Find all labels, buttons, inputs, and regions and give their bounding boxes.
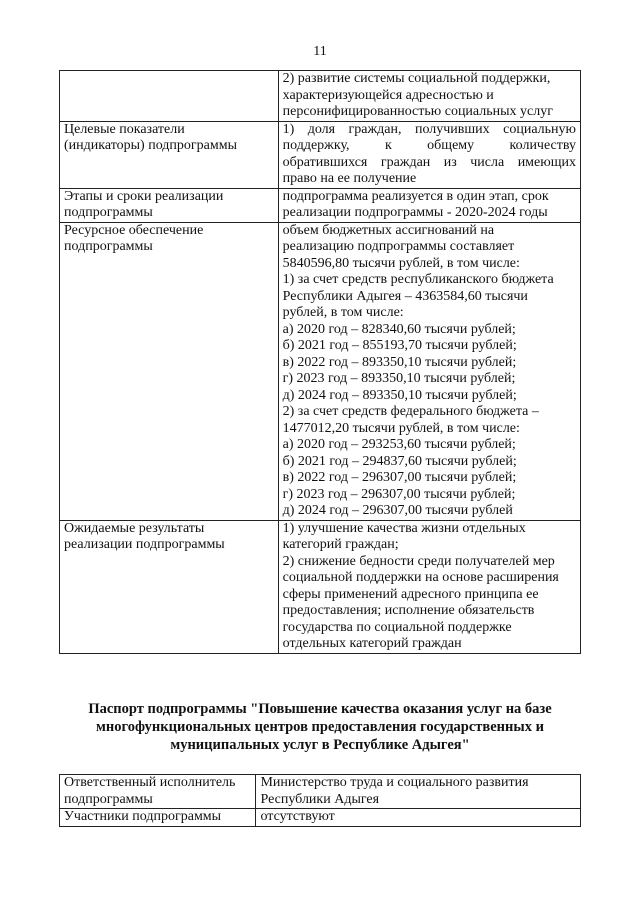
row-label bbox=[60, 222, 279, 520]
text-line: Республики Адыгея – 4363584,60 тысячи bbox=[282, 288, 528, 304]
text-line: обратившихся граждан из числа имеющих bbox=[282, 154, 576, 170]
text-line: в) 2022 год – 296307,00 тысячи рублей; bbox=[282, 470, 517, 485]
text-line: 2) развитие системы социальной поддержки, bbox=[282, 71, 551, 86]
table-row bbox=[60, 71, 581, 122]
text-line: 1) за счет средств республиканского бюджета bbox=[282, 272, 554, 287]
text-line: отдельных категорий граждан bbox=[282, 636, 462, 651]
text-line: подпрограммы bbox=[64, 205, 153, 220]
row-label bbox=[60, 188, 279, 222]
table-row bbox=[60, 520, 581, 653]
row-label bbox=[60, 520, 279, 653]
row-label bbox=[60, 121, 279, 188]
text-line: отсутствуют bbox=[260, 809, 335, 824]
mfc-subprogram-passport-table bbox=[59, 774, 581, 827]
text-line: подпрограммы bbox=[64, 239, 153, 254]
text-line: персонифицированностью социальных услуг bbox=[282, 104, 553, 119]
text-line: 5840596,80 тысячи рублей, в том числе: bbox=[282, 255, 520, 271]
text-line: д) 2024 год – 296307,00 тысячи рублей bbox=[282, 503, 513, 518]
row-value bbox=[256, 775, 581, 809]
text-line: г) 2023 год – 296307,00 тысячи рублей; bbox=[282, 486, 516, 502]
subprogram-passport-table-continued bbox=[59, 70, 581, 654]
text-line: рублей, в том числе: bbox=[282, 305, 404, 320]
title-line: Паспорт подпрограммы "Повышение качества оказания услуг на базе bbox=[88, 701, 552, 717]
table-row bbox=[60, 222, 581, 520]
text-line: Ожидаемые результаты bbox=[64, 520, 205, 536]
text-line: б) 2021 год – 855193,70 тысячи рублей; bbox=[282, 338, 517, 353]
row-value bbox=[278, 520, 580, 653]
page-number: 11 bbox=[313, 44, 327, 59]
table-row bbox=[60, 809, 581, 827]
text-line: б) 2021 год – 294837,60 тысячи рублей; bbox=[282, 453, 517, 469]
table-row bbox=[60, 188, 581, 222]
text-line: Ресурсное обеспечение bbox=[64, 222, 204, 238]
text-line: подпрограммы bbox=[64, 791, 153, 807]
row-value bbox=[256, 809, 581, 827]
text-line: сферы применений адресного принципа ее bbox=[282, 586, 539, 602]
text-line: поддержку, к общему количеству bbox=[282, 138, 576, 153]
text-line: социальной поддержки на основе расширения bbox=[282, 570, 559, 585]
text-line: Республики Адыгея bbox=[260, 791, 380, 807]
title-line: многофункциональных центров предоставления государственных и bbox=[96, 719, 544, 735]
text-line: категорий граждан; bbox=[282, 537, 399, 552]
text-line: подпрограмма реализуется в один этап, срок bbox=[282, 188, 549, 204]
text-line: 2) за счет средств федерального бюджета – bbox=[282, 404, 539, 419]
section-title bbox=[40, 700, 600, 754]
text-line: а) 2020 год – 293253,60 тысячи рублей; bbox=[282, 437, 516, 452]
title-line: муниципальных услуг в Республике Адыгея" bbox=[170, 737, 470, 753]
text-line: реализации подпрограммы - 2020-2024 годы bbox=[282, 205, 548, 220]
row-label bbox=[60, 71, 279, 122]
text-line: Целевые показатели bbox=[64, 121, 185, 137]
text-line: д) 2024 год – 893350,10 тысячи рублей; bbox=[282, 387, 517, 403]
text-line: Участники подпрограммы bbox=[64, 809, 222, 824]
row-value bbox=[278, 71, 580, 122]
text-line: 1) улучшение качества жизни отдельных bbox=[282, 520, 526, 536]
text-line: 1) доля граждан, получивших социальную bbox=[282, 121, 576, 137]
text-line: Министерство труда и социального развития bbox=[260, 775, 529, 790]
text-line: государства по социальной поддержке bbox=[282, 619, 512, 635]
text-line: реализации подпрограммы bbox=[64, 537, 225, 552]
text-line: а) 2020 год – 828340,60 тысячи рублей; bbox=[282, 321, 516, 337]
text-line: предоставления; исполнение обязательств bbox=[282, 603, 535, 618]
text-line: г) 2023 год – 893350,10 тысячи рублей; bbox=[282, 371, 516, 386]
text-line: (индикаторы) подпрограммы bbox=[64, 138, 237, 153]
row-value bbox=[278, 188, 580, 222]
text-line: Этапы и сроки реализации bbox=[64, 188, 224, 204]
text-line: реализацию подпрограммы составляет bbox=[282, 239, 515, 254]
row-label bbox=[60, 775, 256, 809]
text-line: объем бюджетных ассигнований на bbox=[282, 222, 495, 238]
row-value bbox=[278, 222, 580, 520]
text-line: характеризующейся адресностью и bbox=[282, 87, 494, 103]
row-value bbox=[278, 121, 580, 188]
table-row bbox=[60, 121, 581, 188]
table-row bbox=[60, 775, 581, 809]
text-line: Ответственный исполнитель bbox=[64, 775, 236, 790]
text-line: в) 2022 год – 893350,10 тысячи рублей; bbox=[282, 354, 517, 370]
text-line: право на ее получение bbox=[282, 171, 417, 186]
row-label bbox=[60, 809, 256, 827]
text-line: 2) снижение бедности среди получателей мер bbox=[282, 553, 555, 569]
text-line: 1477012,20 тысячи рублей, в том числе: bbox=[282, 420, 520, 436]
